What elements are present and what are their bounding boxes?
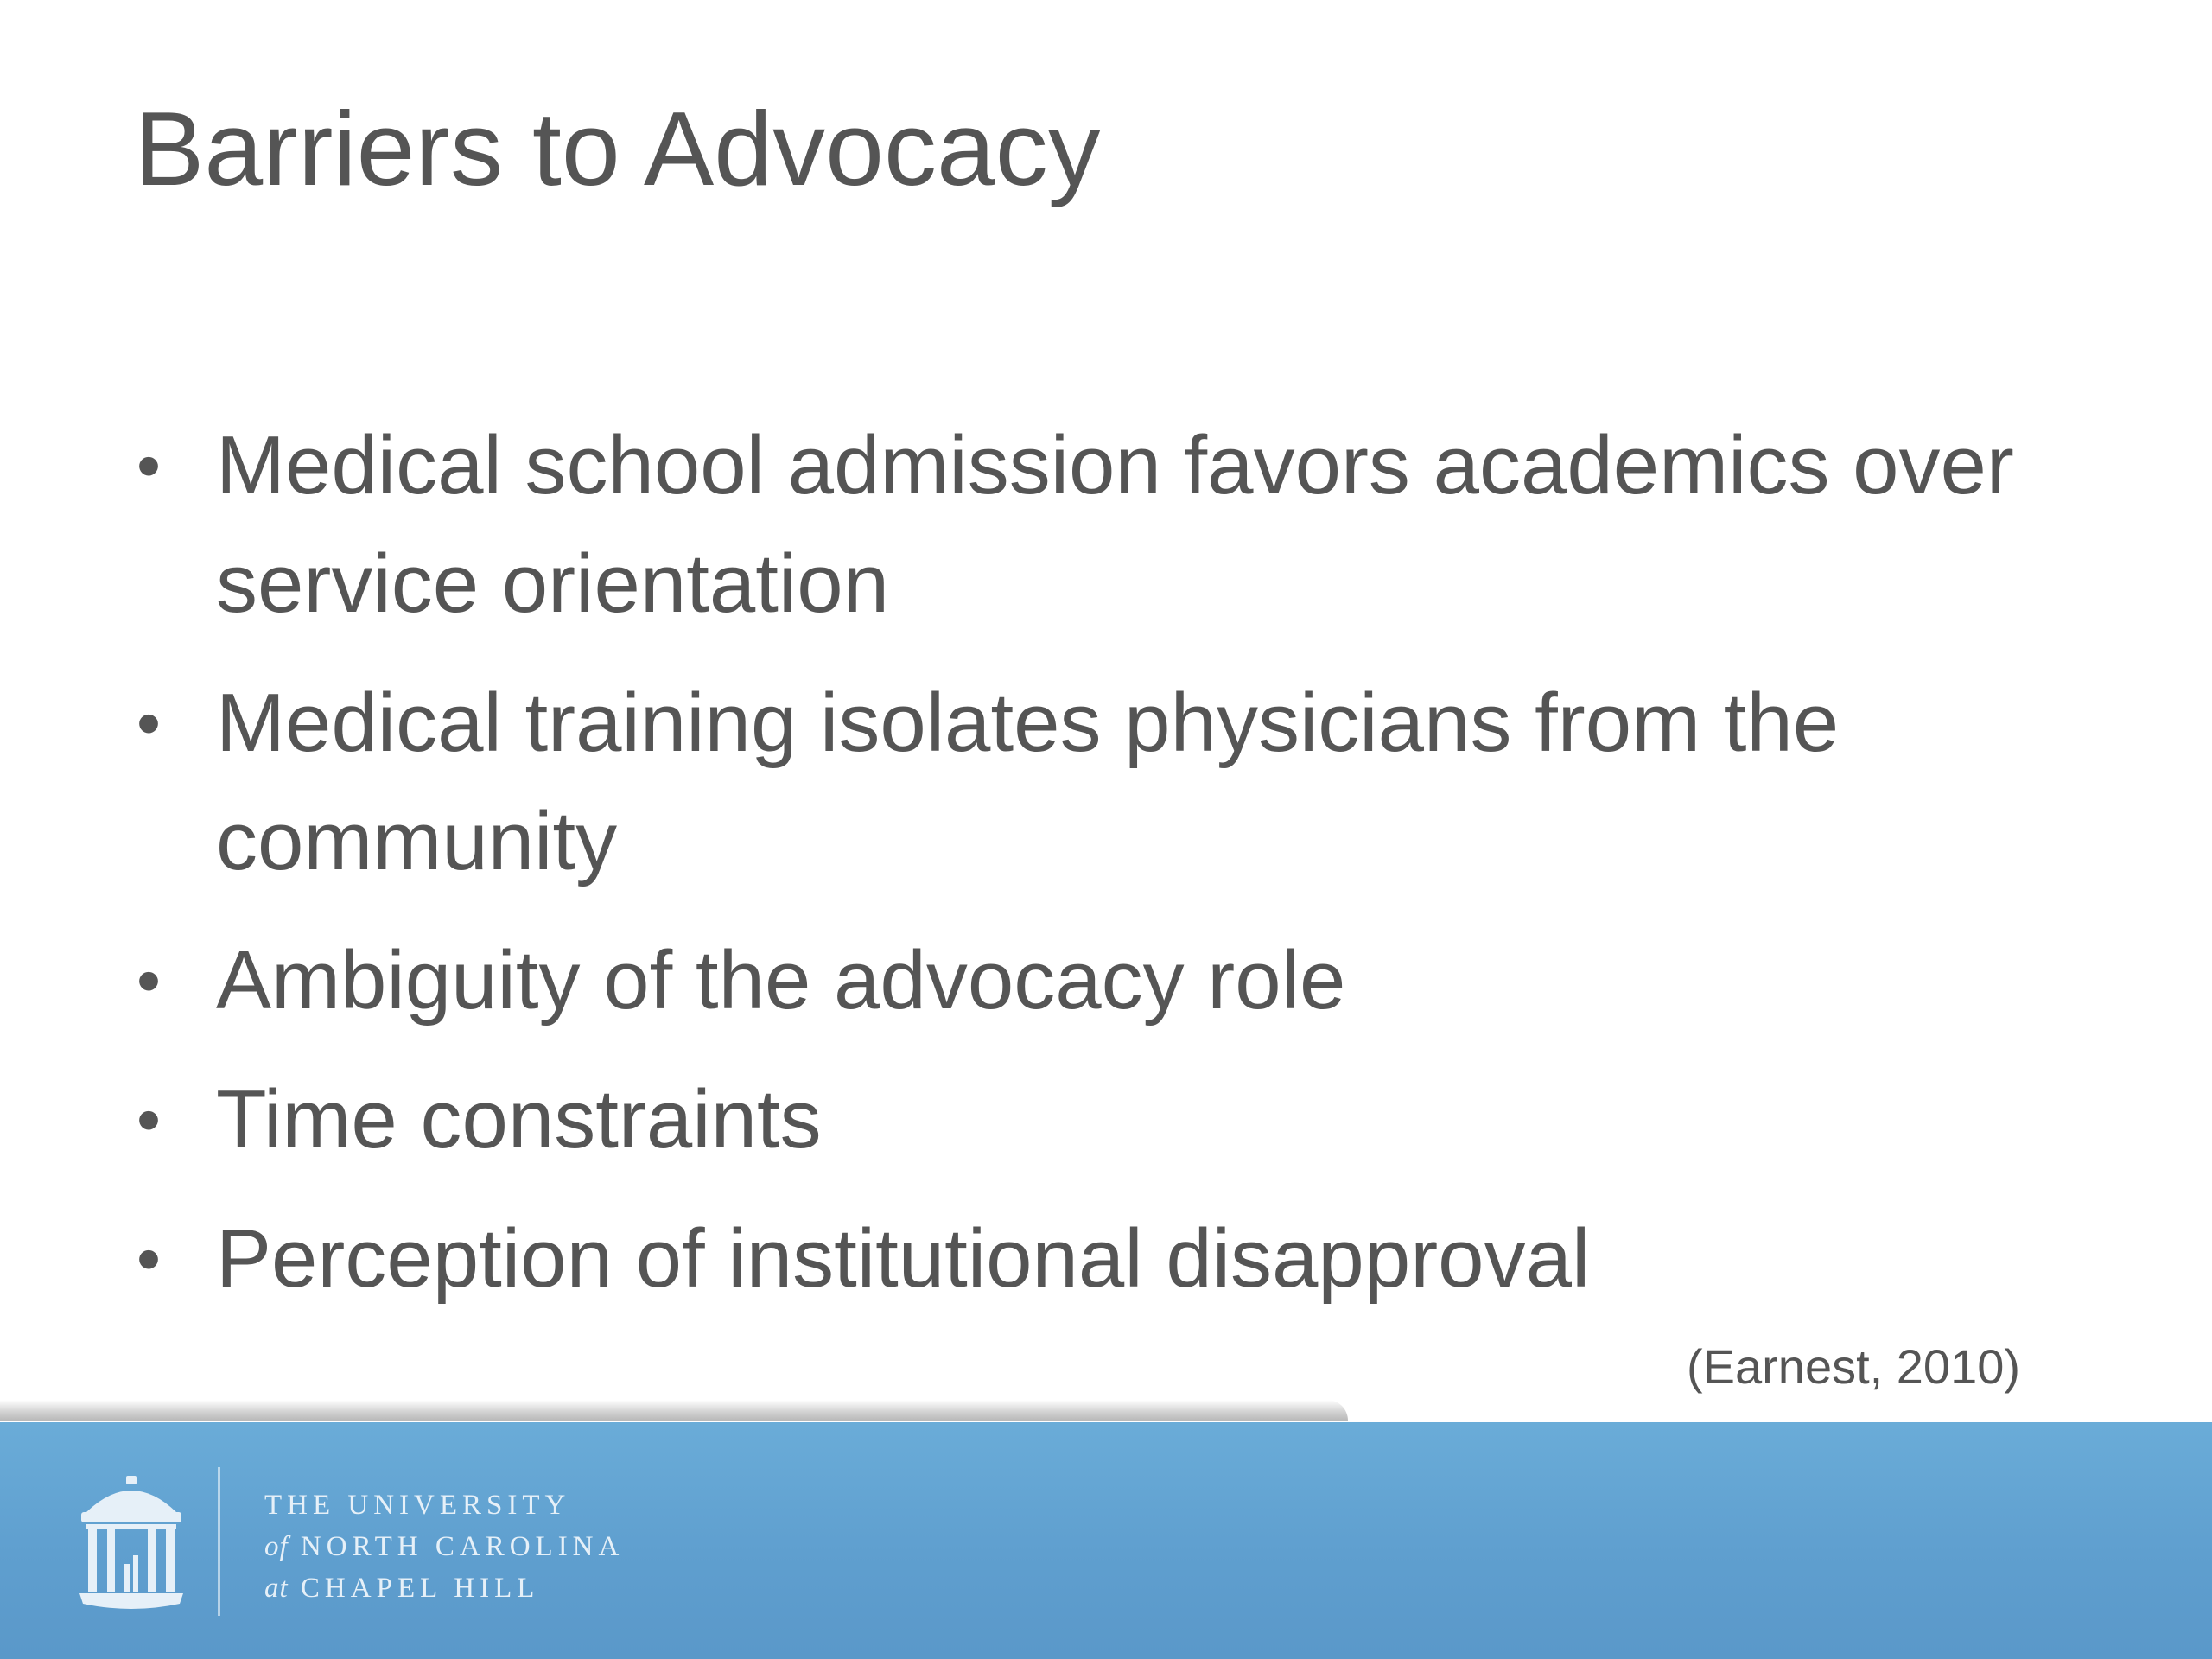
- bullet-item: [130, 664, 2074, 900]
- wordmark-prefix: of: [264, 1531, 289, 1562]
- wordmark-text: CHAPEL HILL: [300, 1573, 540, 1604]
- bullet-text: Time constraints: [216, 1073, 822, 1166]
- slide-title: Barriers to Advocacy: [134, 90, 1101, 207]
- wordmark-text: NORTH CAROLINA: [300, 1531, 625, 1562]
- bullet-dot: •: [137, 1220, 162, 1297]
- bullet-dot: •: [137, 684, 162, 761]
- wordmark-line-1: [264, 1484, 624, 1526]
- wordmark-prefix: at: [264, 1573, 289, 1604]
- wordmark-line-3: [264, 1567, 624, 1609]
- citation: (Earnest, 2010): [1687, 1339, 2020, 1394]
- bullet-text: Medical school admission favors academics over service orientation: [216, 419, 2014, 630]
- footer-shadow: [0, 1400, 1348, 1421]
- old-well-icon: [78, 1474, 185, 1612]
- bullet-item: [130, 406, 2074, 643]
- bullet-dot: •: [137, 1081, 162, 1158]
- bullet-list: [130, 406, 2117, 1338]
- bullet-text: Medical training isolates physicians from the community: [216, 677, 1840, 887]
- logo-divider: [218, 1467, 220, 1616]
- bullet-item: [130, 921, 2074, 1039]
- wordmark-text: THE UNIVERSITY: [264, 1490, 571, 1521]
- bullet-item: [130, 1199, 2074, 1318]
- bullet-text: Ambiguity of the advocacy role: [216, 934, 1346, 1027]
- bullet-dot: •: [137, 942, 162, 1019]
- bullet-text: Perception of institutional disapproval: [216, 1212, 1591, 1305]
- footer-band: [0, 1422, 2212, 1659]
- bullet-item: [130, 1060, 2074, 1179]
- university-wordmark: [264, 1484, 624, 1609]
- wordmark-line-2: [264, 1526, 624, 1567]
- bullet-dot: •: [137, 427, 162, 504]
